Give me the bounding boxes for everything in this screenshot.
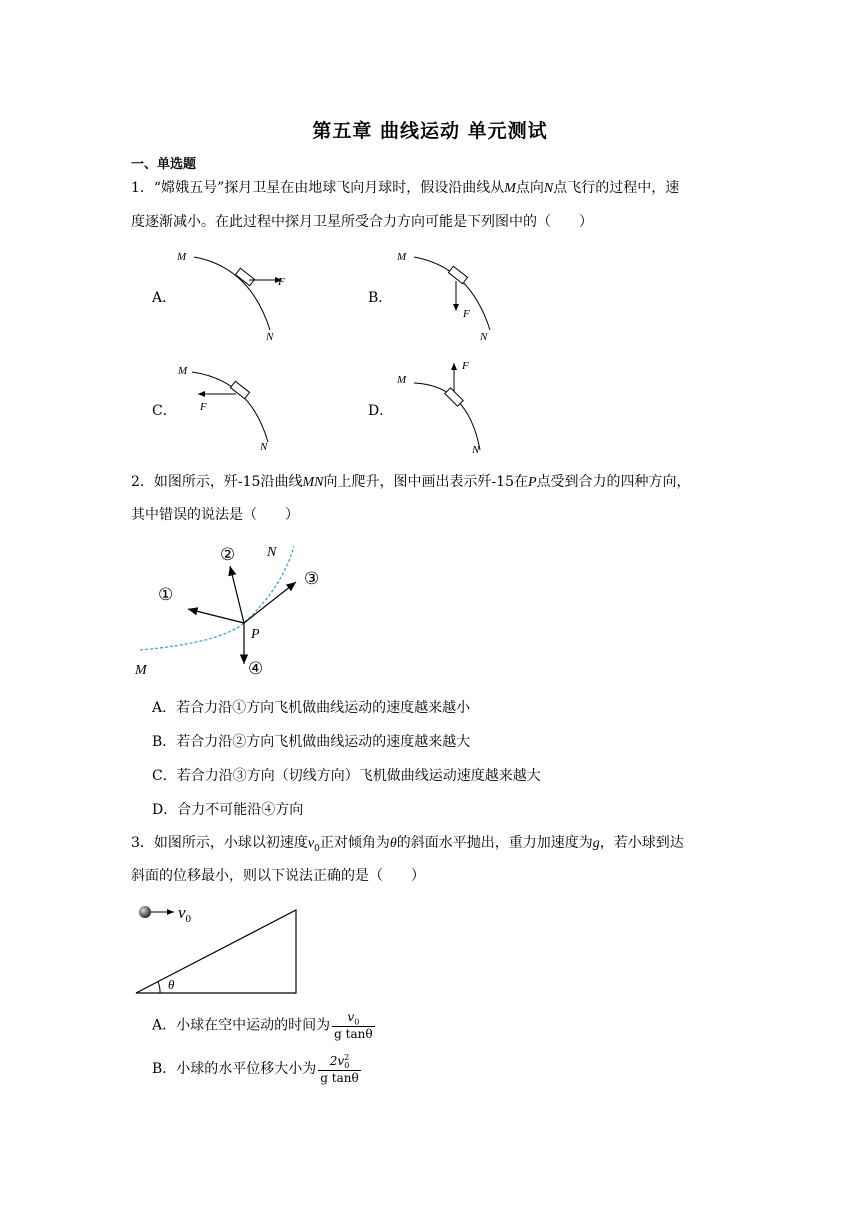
q1-option-d[interactable]: D． <box>368 403 394 419</box>
label-n: N <box>260 441 268 453</box>
force-arrow-2 <box>230 566 244 623</box>
label-n: N <box>480 331 488 343</box>
label-f: F <box>278 276 285 288</box>
q1-option-b[interactable]: B． <box>368 290 393 306</box>
q3-text-b: 正对倾角为 <box>319 835 390 851</box>
q3-v0-sub: 0 <box>314 843 320 854</box>
label-m: M <box>177 251 187 263</box>
section-heading: 一、单选题 <box>131 157 197 172</box>
q1-text-a: 1．“嫦娥五号”探月卫星在由地球飞向月球时，假设沿曲线从 <box>131 180 505 196</box>
fraction-denominator: g tanθ <box>320 1071 359 1086</box>
q3-text-c: 的斜面水平抛出，重力加速度为 <box>396 835 593 851</box>
q3-option-b-text: B．小球的水平位移大小为 <box>152 1061 317 1078</box>
label-m: M <box>397 251 407 263</box>
q2-point-p: P <box>528 475 537 490</box>
label-n: N <box>267 545 277 560</box>
question-1-line-2: 度逐渐减小。在此过程中探月卫星所受合力方向可能是下列图中的（ ） <box>131 214 593 230</box>
q3-text-d: ，若小球到达 <box>599 835 684 851</box>
question-3-line-1 <box>131 833 684 859</box>
q2-option-c[interactable]: C．若合力沿③方向（切线方向）飞机做曲线运动速度越来越大 <box>152 768 541 784</box>
q1-option-c[interactable]: C． <box>152 403 177 419</box>
force-arrow-1 <box>188 609 244 623</box>
label-f: F <box>463 308 470 320</box>
label-f: F <box>462 360 469 372</box>
q3-text-a: 3．如图所示，小球以初速度 <box>131 835 308 851</box>
label-circle-3: ③ <box>304 569 320 589</box>
q2-text-c: 点受到合力的四种方向， <box>536 474 691 490</box>
trajectory-curve <box>194 257 270 330</box>
q2-text-a: 2．如图所示，歼-15沿曲线 <box>131 474 303 490</box>
q2-diagram <box>130 538 330 683</box>
label-m: M <box>397 374 407 386</box>
fraction <box>332 1010 374 1041</box>
q2-option-b[interactable]: B．若合力沿②方向飞机做曲线运动的速度越来越大 <box>152 734 471 750</box>
fraction <box>318 1053 360 1085</box>
label-v: $v_0$ <box>178 903 192 925</box>
fraction-numerator: $2v^2_0$ <box>318 1053 360 1071</box>
incline-triangle <box>136 910 296 993</box>
q1-text-c: 点飞行的过程中，速 <box>553 180 680 196</box>
q1-diagram-b <box>390 245 520 350</box>
angle-arc <box>158 982 160 993</box>
label-m: M <box>135 663 147 678</box>
label-n: N <box>266 331 274 343</box>
q1-point-n: N <box>543 181 554 196</box>
q2-option-a[interactable]: A．若合力沿①方向飞机做曲线运动的速度越来越小 <box>152 700 471 716</box>
q3-option-a-text: A．小球在空中运动的时间为 <box>152 1017 331 1034</box>
q1-point-m: M <box>504 181 516 196</box>
page-title: 第五章 曲线运动 单元测试 <box>312 120 548 142</box>
q2-text-b: 向上爬升，图中画出表示歼-15在 <box>323 474 528 490</box>
label-m: M <box>178 365 188 377</box>
label-theta: θ <box>168 977 175 992</box>
q3-diagram <box>130 898 310 998</box>
ball-icon <box>139 906 151 918</box>
satellite-icon <box>230 381 249 398</box>
satellite-icon <box>235 268 254 285</box>
label-p: P <box>251 627 260 642</box>
label-circle-2: ② <box>220 545 236 565</box>
satellite-icon <box>448 266 467 283</box>
q3-g: g <box>592 836 600 851</box>
label-circle-1: ① <box>158 585 174 605</box>
q2-option-d[interactable]: D．合力不可能沿④方向 <box>152 802 304 818</box>
label-n: N <box>472 444 480 456</box>
label-f: F <box>200 401 207 413</box>
fraction-denominator: g tanθ <box>334 1027 373 1042</box>
fraction-numerator: $v_0$ <box>332 1010 374 1027</box>
q3-theta: θ <box>389 836 397 851</box>
q3-option-b[interactable] <box>152 1053 361 1085</box>
question-1-line-1 <box>131 178 679 199</box>
q1-option-a[interactable]: A． <box>152 290 177 306</box>
force-arrow-3 <box>244 582 296 623</box>
label-circle-4: ④ <box>248 659 264 679</box>
question-3-line-2: 斜面的位移最小，则以下说法正确的是（ ） <box>131 868 425 884</box>
q1-text-b: 点向 <box>515 180 544 196</box>
q3-v0: v <box>307 836 315 851</box>
question-2-line-1 <box>131 472 691 493</box>
question-2-line-2: 其中错误的说法是（ ） <box>131 507 299 523</box>
q1-diagram-d <box>390 355 520 460</box>
q1-diagram-a <box>170 245 300 350</box>
q2-curve-mn: MN <box>302 475 324 490</box>
q3-option-a[interactable] <box>152 1010 375 1041</box>
q1-diagram-c <box>170 360 300 460</box>
